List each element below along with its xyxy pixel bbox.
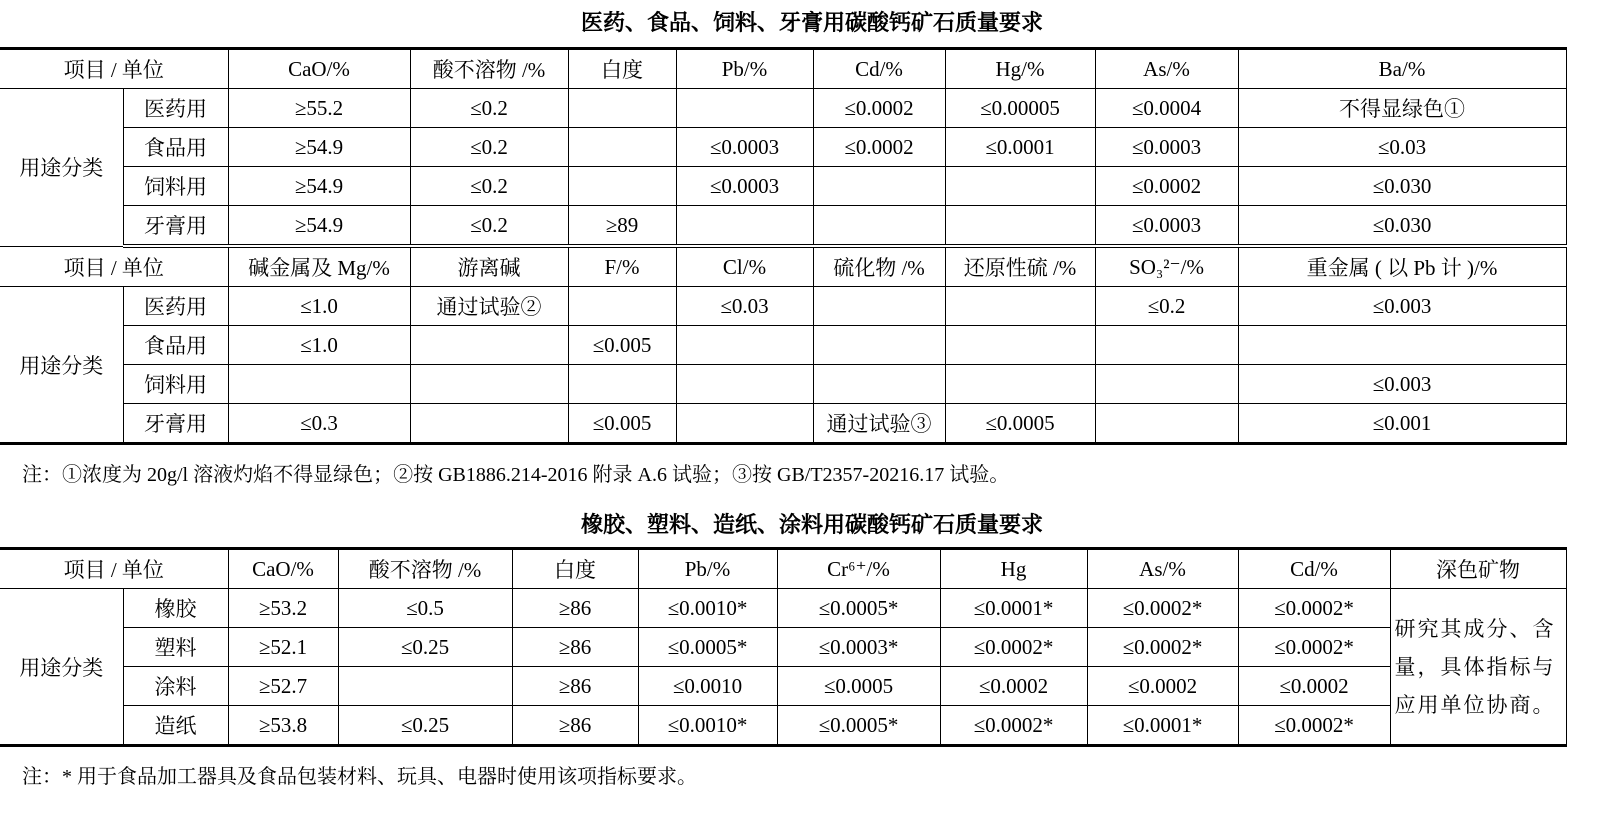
value-cell: [568, 167, 676, 206]
column-header: 酸不溶物 /%: [410, 49, 568, 89]
value-cell: ≤0.0002: [1087, 667, 1238, 706]
column-header: 硫化物 /%: [813, 246, 945, 287]
industrial-quality-table: [0, 547, 1567, 747]
value-cell: ≥86: [512, 667, 638, 706]
table-row: [0, 667, 1566, 706]
column-header: 白度: [512, 549, 638, 589]
table-row: [0, 128, 1566, 167]
value-cell: [568, 287, 676, 326]
column-header: Hg: [940, 549, 1087, 589]
value-cell: ≤0.0005: [777, 667, 940, 706]
value-cell: [410, 326, 568, 365]
column-header: 项目 / 单位: [0, 49, 228, 89]
row-label: 涂料: [123, 667, 228, 706]
value-cell: ≤1.0: [228, 287, 410, 326]
value-cell: ≤0.0003*: [777, 628, 940, 667]
column-header: Cl/%: [676, 246, 813, 287]
table1-note: 注：①浓度为 20g/l 溶液灼焰不得显绿色；②按 GB1886.214-2016 附录 A.6 试验；③按 GB/T2357-20216.17 试验。: [22, 464, 1010, 486]
table-row: [0, 326, 1566, 365]
value-cell: [945, 206, 1095, 247]
value-cell: ≤0.0010*: [638, 706, 777, 746]
value-cell: [1095, 365, 1238, 404]
table-row: [0, 404, 1566, 444]
row-label: 食品用: [123, 326, 228, 365]
header-row: [0, 246, 1566, 287]
column-header: CaO/%: [228, 549, 338, 589]
value-cell: ≤0.0003: [676, 128, 813, 167]
value-cell: ≤0.005: [568, 326, 676, 365]
value-cell: ≤0.0005*: [777, 589, 940, 628]
header-row: [0, 549, 1566, 589]
value-cell: ≤0.0003: [1095, 206, 1238, 247]
column-header: 白度: [568, 49, 676, 89]
column-header: 重金属 ( 以 Pb 计 )/%: [1238, 246, 1566, 287]
value-cell: ≤0.005: [568, 404, 676, 444]
value-cell: [1238, 326, 1566, 365]
value-cell: [568, 89, 676, 128]
value-cell: ≤1.0: [228, 326, 410, 365]
table2-note: 注：* 用于食品加工器具及食品包装材料、玩具、电器时使用该项指标要求。: [22, 766, 697, 788]
group-label: 用途分类: [0, 89, 123, 247]
value-cell: [1095, 404, 1238, 444]
table-row: [0, 628, 1566, 667]
value-cell: ≤0.2: [410, 89, 568, 128]
column-header: Cr⁶⁺/%: [777, 549, 940, 589]
value-cell: 通过试验③: [813, 404, 945, 444]
value-cell: ≤0.03: [1238, 128, 1566, 167]
value-cell: [676, 326, 813, 365]
column-header: 项目 / 单位: [0, 246, 228, 287]
value-cell: ≤0.5: [338, 589, 512, 628]
value-cell: ≤0.003: [1238, 287, 1566, 326]
value-cell: ≤0.0004: [1095, 89, 1238, 128]
group-label: 用途分类: [0, 589, 123, 746]
value-cell: ≤0.0003: [676, 167, 813, 206]
value-cell: ≤0.25: [338, 706, 512, 746]
value-cell: ≥86: [512, 628, 638, 667]
column-header: 酸不溶物 /%: [338, 549, 512, 589]
value-cell: ≤0.0002: [1238, 667, 1390, 706]
column-header: Pb/%: [638, 549, 777, 589]
value-cell: ≤0.2: [410, 128, 568, 167]
value-cell: ≥86: [512, 706, 638, 746]
value-cell: ≤0.0003: [1095, 128, 1238, 167]
value-cell: [676, 89, 813, 128]
value-cell: ≤0.0005: [945, 404, 1095, 444]
value-cell: [676, 404, 813, 444]
value-cell: ≤0.2: [410, 206, 568, 247]
value-cell: ≥52.1: [228, 628, 338, 667]
row-label: 饲料用: [123, 365, 228, 404]
value-cell: ≤0.00005: [945, 89, 1095, 128]
row-label: 牙膏用: [123, 206, 228, 247]
row-label: 塑料: [123, 628, 228, 667]
value-cell: ≥54.9: [228, 206, 410, 247]
value-cell: ≥89: [568, 206, 676, 247]
table-row: [0, 206, 1566, 247]
column-header: 还原性硫 /%: [945, 246, 1095, 287]
dark-minerals-note: 研究其成分、含量，具体指标与应用单位协商。: [1390, 589, 1566, 746]
table1-title: 医药、食品、饲料、牙膏用碳酸钙矿石质量要求: [580, 11, 1043, 36]
value-cell: ≤0.0005*: [638, 628, 777, 667]
column-header: Hg/%: [945, 49, 1095, 89]
value-cell: ≤0.0002: [813, 128, 945, 167]
food-pharma-quality-table: [0, 47, 1567, 445]
value-cell: ≤0.003: [1238, 365, 1566, 404]
row-label: 橡胶: [123, 589, 228, 628]
column-header: SO₃²⁻/%: [1095, 246, 1238, 287]
column-header: 碱金属及 Mg/%: [228, 246, 410, 287]
value-cell: ≤0.0002*: [1087, 589, 1238, 628]
row-label: 食品用: [123, 128, 228, 167]
table-row: [0, 706, 1566, 746]
column-header: F/%: [568, 246, 676, 287]
value-cell: [676, 206, 813, 247]
value-cell: [813, 167, 945, 206]
value-cell: ≤0.0002*: [1238, 706, 1390, 746]
value-cell: [813, 206, 945, 247]
value-cell: ≤0.0002: [1095, 167, 1238, 206]
value-cell: ≤0.0001*: [1087, 706, 1238, 746]
value-cell: [813, 287, 945, 326]
row-label: 造纸: [123, 706, 228, 746]
value-cell: [945, 326, 1095, 365]
group-label: 用途分类: [0, 287, 123, 444]
value-cell: ≥53.2: [228, 589, 338, 628]
value-cell: [568, 128, 676, 167]
value-cell: ≤0.0001: [945, 128, 1095, 167]
value-cell: ≤0.0002*: [1087, 628, 1238, 667]
value-cell: ≤0.0005*: [777, 706, 940, 746]
value-cell: [945, 287, 1095, 326]
value-cell: [1095, 326, 1238, 365]
value-cell: [410, 404, 568, 444]
value-cell: ≤0.001: [1238, 404, 1566, 444]
row-label: 饲料用: [123, 167, 228, 206]
value-cell: ≤0.0010*: [638, 589, 777, 628]
value-cell: [228, 365, 410, 404]
table-row: [0, 287, 1566, 326]
column-header: As/%: [1087, 549, 1238, 589]
column-header: Cd/%: [1238, 549, 1390, 589]
column-header: As/%: [1095, 49, 1238, 89]
value-cell: ≤0.0002: [813, 89, 945, 128]
row-label: 医药用: [123, 89, 228, 128]
row-label: 牙膏用: [123, 404, 228, 444]
value-cell: [945, 365, 1095, 404]
value-cell: ≤0.0002*: [940, 628, 1087, 667]
value-cell: [676, 365, 813, 404]
value-cell: ≥54.9: [228, 167, 410, 206]
value-cell: 不得显绿色①: [1238, 89, 1566, 128]
value-cell: 通过试验②: [410, 287, 568, 326]
value-cell: ≤0.2: [1095, 287, 1238, 326]
value-cell: ≤0.030: [1238, 206, 1566, 247]
value-cell: ≤0.3: [228, 404, 410, 444]
table-row: [0, 365, 1566, 404]
table-row: [0, 589, 1566, 628]
row-label: 医药用: [123, 287, 228, 326]
value-cell: [338, 667, 512, 706]
value-cell: ≥55.2: [228, 89, 410, 128]
value-cell: ≤0.0002*: [1238, 628, 1390, 667]
value-cell: ≤0.0002: [940, 667, 1087, 706]
value-cell: [410, 365, 568, 404]
value-cell: ≤0.0010: [638, 667, 777, 706]
value-cell: [813, 326, 945, 365]
value-cell: ≥54.9: [228, 128, 410, 167]
column-header: Cd/%: [813, 49, 945, 89]
value-cell: [945, 167, 1095, 206]
column-header: Ba/%: [1238, 49, 1566, 89]
column-header: CaO/%: [228, 49, 410, 89]
table-row: [0, 89, 1566, 128]
value-cell: ≤0.2: [410, 167, 568, 206]
header-row: [0, 49, 1566, 89]
value-cell: [813, 365, 945, 404]
value-cell: ≥53.8: [228, 706, 338, 746]
column-header: 游离碱: [410, 246, 568, 287]
value-cell: ≤0.030: [1238, 167, 1566, 206]
value-cell: ≤0.25: [338, 628, 512, 667]
column-header: Pb/%: [676, 49, 813, 89]
value-cell: ≤0.0001*: [940, 589, 1087, 628]
value-cell: ≤0.0002*: [1238, 589, 1390, 628]
column-header: 深色矿物: [1390, 549, 1566, 589]
value-cell: ≥86: [512, 589, 638, 628]
table2-title: 橡胶、塑料、造纸、涂料用碳酸钙矿石质量要求: [580, 513, 1043, 538]
value-cell: ≤0.0002*: [940, 706, 1087, 746]
table-row: [0, 167, 1566, 206]
value-cell: ≤0.03: [676, 287, 813, 326]
value-cell: ≥52.7: [228, 667, 338, 706]
value-cell: [568, 365, 676, 404]
column-header: 项目 / 单位: [0, 549, 228, 589]
